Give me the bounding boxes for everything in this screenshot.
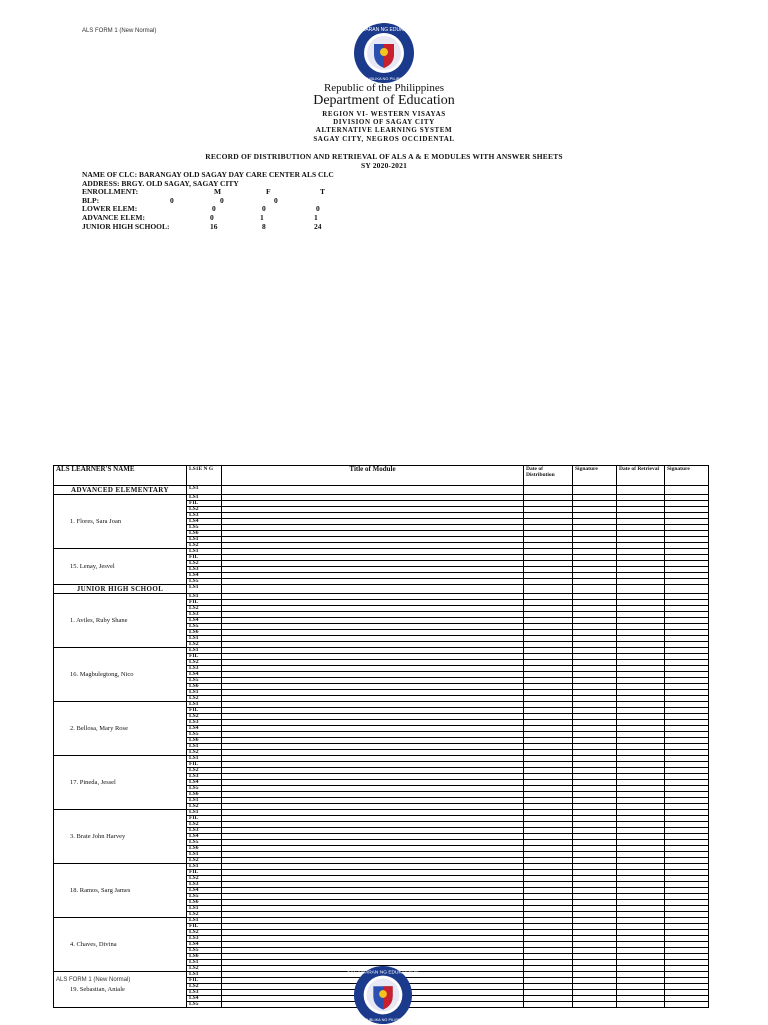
- learner-name: 3. Brate John Harvey: [54, 810, 187, 864]
- strand-cell: LS2: [187, 642, 222, 648]
- strand-cell: LS1: [187, 537, 222, 543]
- strand-cell: FIL: [187, 978, 222, 984]
- section-label: JUNIOR HIGH SCHOOL: [54, 585, 187, 594]
- learner-name: 2. Bellosa, Mary Rose: [54, 702, 187, 756]
- strand-cell: LS6: [187, 900, 222, 906]
- strand-cell: LS6: [187, 531, 222, 537]
- strand-cell: LS1: [187, 702, 222, 708]
- strand-cell: LS3: [187, 828, 222, 834]
- row-label: JUNIOR HIGH SCHOOL:: [82, 221, 170, 231]
- strand-cell: LS2: [187, 912, 222, 918]
- strand-cell: FIL: [187, 708, 222, 714]
- location-text: SAGAY CITY, NEGROS OCCIDENTAL: [313, 135, 455, 143]
- learner-name: 1. Aviles, Ruby Shane: [54, 594, 187, 648]
- empty-cell: [573, 585, 617, 594]
- strand-cell: LS4: [187, 996, 222, 1002]
- strand-cell: LS1: [187, 960, 222, 966]
- strand-cell: LS1: [187, 690, 222, 696]
- strand-cell: LS1: [187, 744, 222, 750]
- strand-cell: LS2: [187, 561, 222, 567]
- deped-seal-icon: [347, 22, 421, 84]
- empty-cell: [665, 585, 709, 594]
- row-m: 0: [210, 212, 214, 222]
- strand-cell: LS3: [187, 567, 222, 573]
- table-header-row: [54, 466, 709, 486]
- strand-cell: LS3: [187, 936, 222, 942]
- strand-cell: LS4: [187, 573, 222, 579]
- learner-name: 4. Chaves, Divina: [54, 918, 187, 972]
- record-cell: [573, 1002, 617, 1008]
- header-strand: LS1E N G: [187, 466, 222, 486]
- strand-cell: LS1: [187, 918, 222, 924]
- strand-cell: LS1: [187, 852, 222, 858]
- strand-cell: FIL: [187, 816, 222, 822]
- strand-cell: LS4: [187, 834, 222, 840]
- strand-cell: LS1: [187, 864, 222, 870]
- learner-name: 19. Sebastian, Aniale: [54, 972, 187, 1008]
- section-row: [54, 585, 709, 594]
- form-label-bottom: ALS FORM 1 (New Normal): [56, 977, 131, 983]
- header-module-title: Title of Module: [222, 466, 524, 486]
- empty-cell: [222, 585, 524, 594]
- document-title: RECORD OF DISTRIBUTION AND RETRIEVAL OF ALS A & E MODULES WITH ANSWER SHEETS: [205, 152, 563, 161]
- strand-cell: LS1: [187, 906, 222, 912]
- header-signature-1: Signature: [573, 466, 617, 486]
- row-label: LOWER ELEM:: [82, 204, 138, 214]
- strand-cell: LS1: [187, 486, 222, 495]
- department-text: Department of Education: [313, 93, 455, 108]
- strand-cell: LS2: [187, 822, 222, 828]
- strand-cell: LS1: [187, 972, 222, 978]
- strand-cell: LS3: [187, 720, 222, 726]
- strand-cell: LS2: [187, 984, 222, 990]
- module-record-table: [53, 465, 709, 1008]
- empty-cell: [573, 486, 617, 495]
- strand-cell: FIL: [187, 501, 222, 507]
- strand-cell: LS2: [187, 804, 222, 810]
- seal-text-bottom: REPUBLIKA NG PILIPINAS: [359, 1017, 407, 1023]
- strand-cell: LS1: [187, 636, 222, 642]
- deped-seal-footer-icon: [347, 965, 419, 1025]
- record-cell: [665, 1002, 709, 1008]
- strand-cell: LS1: [187, 810, 222, 816]
- row-f: 8: [262, 221, 266, 231]
- row-t: 0: [274, 195, 278, 205]
- strand-cell: LS5: [187, 624, 222, 630]
- strand-cell: LS5: [187, 525, 222, 531]
- strand-cell: LS2: [187, 714, 222, 720]
- strand-cell: FIL: [187, 654, 222, 660]
- empty-cell: [524, 585, 573, 594]
- strand-cell: LS1: [187, 585, 222, 594]
- col-f: F: [266, 187, 271, 197]
- strand-cell: LS4: [187, 618, 222, 624]
- strand-cell: LS3: [187, 774, 222, 780]
- learner-name: 1. Flores, Sara Joan: [54, 495, 187, 549]
- row-t: 24: [314, 221, 322, 231]
- school-year: SY 2020-2021: [360, 161, 408, 170]
- strand-cell: LS6: [187, 792, 222, 798]
- row-label: ADVANCE ELEM:: [82, 212, 145, 222]
- strand-cell: LS3: [187, 612, 222, 618]
- strand-cell: LS4: [187, 726, 222, 732]
- learner-name: 17. Pineda, Jessel: [54, 756, 187, 810]
- strand-cell: LS5: [187, 840, 222, 846]
- row-t: 0: [316, 204, 320, 214]
- section-row: [54, 486, 709, 495]
- strand-cell: LS2: [187, 606, 222, 612]
- strand-cell: LS1: [187, 594, 222, 600]
- strand-cell: LS3: [187, 513, 222, 519]
- clc-name: NAME OF CLC: BARANGAY OLD SAGAY DAY CARE CENTER ALS CLC: [82, 170, 334, 179]
- division-text: DIVISION OF SAGAY CITY: [333, 118, 435, 126]
- strand-cell: LS6: [187, 684, 222, 690]
- strand-cell: LS2: [187, 750, 222, 756]
- strand-cell: LS1: [187, 648, 222, 654]
- strand-cell: LS2: [187, 507, 222, 513]
- empty-cell: [617, 486, 665, 495]
- strand-cell: LS4: [187, 942, 222, 948]
- clc-address: ADDRESS: BRGY. OLD SAGAY, SAGAY CITY: [82, 178, 239, 188]
- strand-cell: FIL: [187, 924, 222, 930]
- region-text: REGION VI- WESTERN VISAYAS: [322, 110, 446, 118]
- row-f: 0: [220, 195, 224, 205]
- strand-cell: FIL: [187, 762, 222, 768]
- header-date-distribution: Date of Distribution: [524, 466, 573, 486]
- strand-cell: LS6: [187, 738, 222, 744]
- strand-cell: LS3: [187, 882, 222, 888]
- strand-cell: LS4: [187, 780, 222, 786]
- learner-name: 16. Magbulegtong, Nico: [54, 648, 187, 702]
- strand-cell: LS6: [187, 846, 222, 852]
- strand-cell: LS2: [187, 930, 222, 936]
- strand-cell: LS5: [187, 948, 222, 954]
- strand-cell: LS1: [187, 495, 222, 501]
- form-label-top: ALS FORM 1 (New Normal): [82, 28, 157, 34]
- program-text: ALTERNATIVE LEARNING SYSTEM: [315, 126, 453, 134]
- seal-text-bottom: REPUBLIKA NG PILIPINAS: [359, 76, 409, 81]
- republic-text: Republic of the Philippines: [323, 82, 445, 94]
- header-signature-2: Signature: [665, 466, 709, 486]
- empty-cell: [524, 486, 573, 495]
- strand-cell: FIL: [187, 600, 222, 606]
- row-f: 1: [260, 212, 264, 222]
- strand-cell: LS3: [187, 666, 222, 672]
- strand-cell: LS1: [187, 756, 222, 762]
- header-date-retrieval: Date of Retrieval: [617, 466, 665, 486]
- row-m: 0: [170, 195, 174, 205]
- strand-cell: LS5: [187, 1002, 222, 1008]
- strand-cell: LS5: [187, 732, 222, 738]
- learner-name: 15. Lenay, Jesvel: [54, 549, 187, 585]
- strand-cell: FIL: [187, 870, 222, 876]
- strand-cell: LS5: [187, 786, 222, 792]
- strand-cell: LS5: [187, 579, 222, 585]
- strand-cell: LS2: [187, 876, 222, 882]
- section-label: ADVANCED ELEMENTARY: [54, 486, 187, 495]
- header-learner-name: ALS LEARNER'S NAME: [54, 466, 187, 486]
- learner-name: 18. Ramos, Sarg James: [54, 864, 187, 918]
- strand-cell: LS2: [187, 543, 222, 549]
- col-m: M: [214, 187, 222, 197]
- strand-cell: LS2: [187, 696, 222, 702]
- strand-cell: LS4: [187, 672, 222, 678]
- strand-cell: LS2: [187, 660, 222, 666]
- seal-text-top: KAGAWARAN NG EDUKASYON: [347, 27, 421, 33]
- strand-cell: LS5: [187, 894, 222, 900]
- strand-cell: LS3: [187, 990, 222, 996]
- strand-cell: LS2: [187, 768, 222, 774]
- row-t: 1: [314, 212, 318, 222]
- record-cell: [617, 1002, 665, 1008]
- strand-cell: FIL: [187, 555, 222, 561]
- row-label: BLP:: [82, 195, 100, 205]
- empty-cell: [665, 486, 709, 495]
- row-f: 0: [262, 204, 266, 214]
- strand-cell: LS2: [187, 858, 222, 864]
- strand-cell: LS4: [187, 519, 222, 525]
- seal-text-top: KAGAWARAN NG EDUKASYON: [347, 970, 419, 976]
- strand-cell: LS1: [187, 798, 222, 804]
- strand-cell: LS1: [187, 549, 222, 555]
- strand-cell: LS2: [187, 966, 222, 972]
- empty-cell: [617, 585, 665, 594]
- row-m: 0: [212, 204, 216, 214]
- strand-cell: LS5: [187, 678, 222, 684]
- strand-cell: LS4: [187, 888, 222, 894]
- empty-cell: [222, 486, 524, 495]
- strand-cell: LS6: [187, 954, 222, 960]
- row-m: 16: [210, 221, 218, 231]
- col-t: T: [320, 187, 326, 197]
- enrollment-label: ENROLLMENT:: [82, 187, 139, 197]
- strand-cell: LS6: [187, 630, 222, 636]
- record-cell: [524, 1002, 573, 1008]
